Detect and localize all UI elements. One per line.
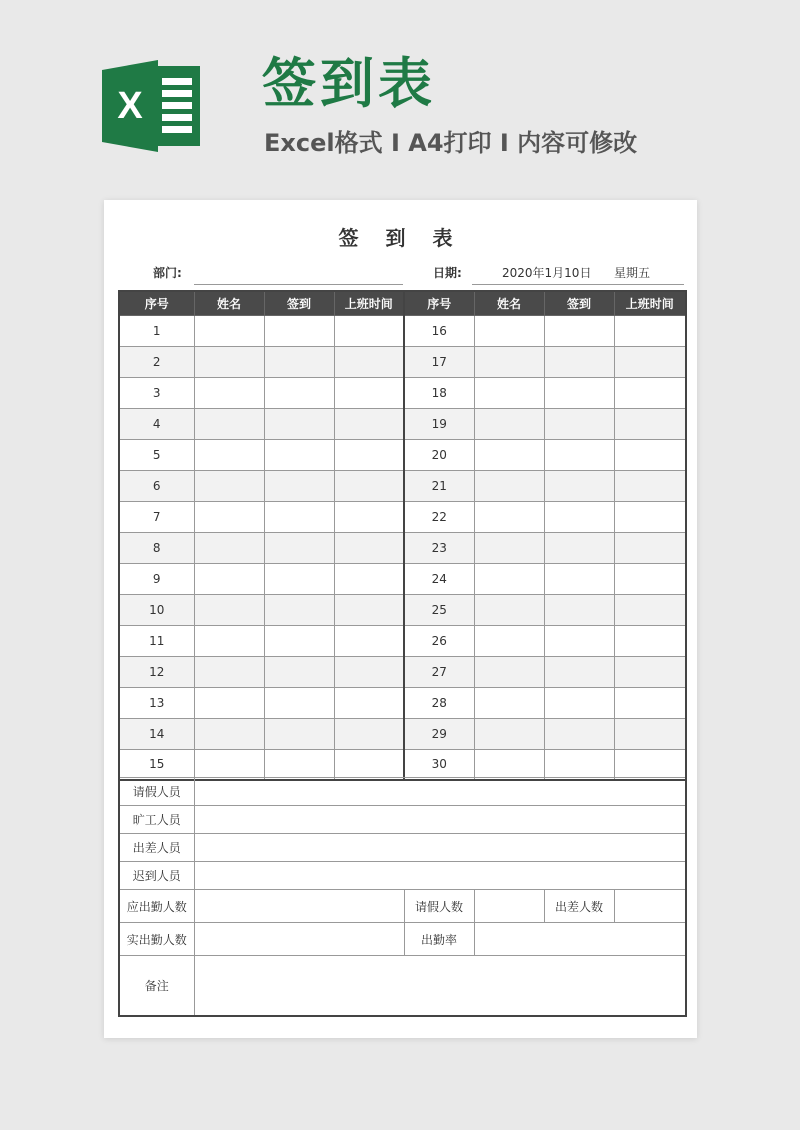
col-header: 签到: [544, 291, 614, 315]
sign-cell[interactable]: [264, 625, 334, 656]
time-cell[interactable]: [614, 532, 686, 563]
date-field: [472, 284, 684, 285]
name-cell[interactable]: [474, 501, 544, 532]
table-row: [119, 346, 686, 377]
sign-cell[interactable]: [264, 377, 334, 408]
row-number: 17: [404, 346, 474, 377]
weekday-value[interactable]: 星期五: [614, 266, 651, 280]
leave-count-label: 请假人数: [404, 890, 474, 923]
table-row: [119, 439, 686, 470]
summary-table: [118, 777, 687, 1017]
col-header: 姓名: [194, 291, 264, 315]
name-cell[interactable]: [194, 315, 264, 346]
time-cell[interactable]: [614, 439, 686, 470]
table-row: [119, 563, 686, 594]
sign-cell[interactable]: [544, 687, 614, 718]
late-field[interactable]: [194, 862, 686, 890]
absent-label: 旷工人员: [119, 806, 194, 834]
time-cell[interactable]: [614, 749, 686, 780]
name-cell[interactable]: [474, 594, 544, 625]
table-row: [119, 501, 686, 532]
col-header: 签到: [264, 291, 334, 315]
sign-cell[interactable]: [544, 408, 614, 439]
sign-cell[interactable]: [264, 656, 334, 687]
page-title: 签到表: [262, 52, 436, 115]
sign-cell[interactable]: [264, 749, 334, 780]
row-number: 26: [404, 625, 474, 656]
sign-cell[interactable]: [264, 408, 334, 439]
time-cell[interactable]: [614, 563, 686, 594]
row-number: 10: [119, 594, 194, 625]
trip-count-field[interactable]: [614, 890, 686, 923]
row-number: 4: [119, 408, 194, 439]
sign-in-table: [118, 290, 687, 781]
table-row: [119, 656, 686, 687]
summary-row: [119, 806, 686, 834]
name-cell[interactable]: [474, 687, 544, 718]
sign-cell[interactable]: [544, 377, 614, 408]
table-row: [119, 749, 686, 780]
summary-row: [119, 956, 686, 1016]
sign-cell[interactable]: [264, 315, 334, 346]
row-number: 13: [119, 687, 194, 718]
leave-label: 请假人员: [119, 778, 194, 806]
name-cell[interactable]: [474, 656, 544, 687]
time-cell[interactable]: [614, 594, 686, 625]
time-cell[interactable]: [334, 346, 404, 377]
row-number: 28: [404, 687, 474, 718]
row-number: 19: [404, 408, 474, 439]
name-cell[interactable]: [474, 625, 544, 656]
page-subtitle: Excel格式 I A4打印 I 内容可修改: [264, 129, 638, 157]
actual-attendance-field[interactable]: [194, 923, 404, 956]
time-cell[interactable]: [614, 315, 686, 346]
name-cell[interactable]: [194, 563, 264, 594]
expected-attendance-label: 应出勤人数: [119, 890, 194, 923]
sign-cell[interactable]: [544, 749, 614, 780]
sign-cell[interactable]: [544, 346, 614, 377]
department-field[interactable]: [194, 284, 403, 285]
absent-field[interactable]: [194, 806, 686, 834]
promo-header: [0, 0, 800, 200]
sign-cell[interactable]: [264, 532, 334, 563]
sign-cell[interactable]: [264, 346, 334, 377]
trip-count-label: 出差人数: [544, 890, 614, 923]
sign-cell[interactable]: [264, 563, 334, 594]
name-cell[interactable]: [194, 625, 264, 656]
row-number: 20: [404, 439, 474, 470]
time-cell[interactable]: [334, 594, 404, 625]
name-cell[interactable]: [194, 439, 264, 470]
summary-row: [119, 862, 686, 890]
attendance-rate-label: 出勤率: [404, 923, 474, 956]
table-row: [119, 718, 686, 749]
row-number: 22: [404, 501, 474, 532]
name-cell[interactable]: [194, 408, 264, 439]
name-cell[interactable]: [194, 346, 264, 377]
sheet-title: 签 到 表: [338, 226, 463, 250]
sign-cell[interactable]: [544, 315, 614, 346]
time-cell[interactable]: [334, 625, 404, 656]
name-cell[interactable]: [474, 749, 544, 780]
time-cell[interactable]: [334, 501, 404, 532]
time-cell[interactable]: [334, 749, 404, 780]
name-cell[interactable]: [194, 532, 264, 563]
sign-cell[interactable]: [544, 470, 614, 501]
sign-cell[interactable]: [544, 625, 614, 656]
time-cell[interactable]: [334, 408, 404, 439]
time-cell[interactable]: [614, 625, 686, 656]
row-number: 24: [404, 563, 474, 594]
sign-cell[interactable]: [264, 687, 334, 718]
leave-count-field[interactable]: [474, 890, 544, 923]
name-cell[interactable]: [474, 470, 544, 501]
summary-row: [119, 890, 686, 923]
table-header-row: [119, 291, 686, 315]
row-number: 30: [404, 749, 474, 780]
summary-row: [119, 778, 686, 806]
time-cell[interactable]: [334, 470, 404, 501]
time-cell[interactable]: [614, 377, 686, 408]
time-cell[interactable]: [334, 687, 404, 718]
late-label: 迟到人员: [119, 862, 194, 890]
row-number: 8: [119, 532, 194, 563]
time-cell[interactable]: [614, 687, 686, 718]
col-header: 序号: [119, 291, 194, 315]
name-cell[interactable]: [474, 718, 544, 749]
name-cell[interactable]: [474, 346, 544, 377]
sign-cell[interactable]: [544, 501, 614, 532]
row-number: 21: [404, 470, 474, 501]
row-number: 7: [119, 501, 194, 532]
summary-row: [119, 923, 686, 956]
attendance-rate-field[interactable]: [474, 923, 686, 956]
row-number: 27: [404, 656, 474, 687]
row-number: 2: [119, 346, 194, 377]
actual-attendance-label: 实出勤人数: [119, 923, 194, 956]
sign-cell[interactable]: [264, 718, 334, 749]
business-trip-label: 出差人员: [119, 834, 194, 862]
sign-cell[interactable]: [264, 439, 334, 470]
date-value[interactable]: 2020年1月10日: [502, 266, 592, 280]
row-number: 25: [404, 594, 474, 625]
sign-cell[interactable]: [264, 594, 334, 625]
excel-logo-icon: [102, 60, 202, 152]
leave-field[interactable]: [194, 778, 686, 806]
name-cell[interactable]: [194, 594, 264, 625]
table-row: [119, 377, 686, 408]
name-cell[interactable]: [194, 501, 264, 532]
sign-cell[interactable]: [544, 718, 614, 749]
sign-cell[interactable]: [264, 470, 334, 501]
name-cell[interactable]: [474, 532, 544, 563]
row-number: 29: [404, 718, 474, 749]
time-cell[interactable]: [334, 377, 404, 408]
remarks-label: 备注: [119, 956, 194, 1016]
department-label: 部门:: [153, 266, 182, 280]
business-trip-field[interactable]: [194, 834, 686, 862]
table-row: [119, 408, 686, 439]
row-number: 12: [119, 656, 194, 687]
sign-in-sheet: [104, 200, 697, 1038]
row-number: 6: [119, 470, 194, 501]
row-number: 1: [119, 315, 194, 346]
table-row: [119, 470, 686, 501]
col-header: 序号: [404, 291, 474, 315]
name-cell[interactable]: [194, 656, 264, 687]
table-row: [119, 625, 686, 656]
time-cell[interactable]: [334, 315, 404, 346]
sign-cell[interactable]: [544, 656, 614, 687]
name-cell[interactable]: [194, 749, 264, 780]
table-row: [119, 315, 686, 346]
table-row: [119, 687, 686, 718]
time-cell[interactable]: [334, 563, 404, 594]
row-number: 23: [404, 532, 474, 563]
time-cell[interactable]: [614, 718, 686, 749]
name-cell[interactable]: [194, 687, 264, 718]
time-cell[interactable]: [334, 439, 404, 470]
name-cell[interactable]: [474, 315, 544, 346]
row-number: 15: [119, 749, 194, 780]
summary-row: [119, 834, 686, 862]
name-cell[interactable]: [474, 408, 544, 439]
logo-letter: X: [117, 85, 143, 127]
time-cell[interactable]: [614, 470, 686, 501]
time-cell[interactable]: [614, 501, 686, 532]
name-cell[interactable]: [194, 377, 264, 408]
table-row: [119, 594, 686, 625]
sign-cell[interactable]: [544, 439, 614, 470]
name-cell[interactable]: [474, 439, 544, 470]
remarks-field[interactable]: [194, 956, 686, 1016]
col-header: 上班时间: [334, 291, 404, 315]
row-number: 3: [119, 377, 194, 408]
expected-attendance-field[interactable]: [194, 890, 404, 923]
sign-cell[interactable]: [264, 501, 334, 532]
row-number: 14: [119, 718, 194, 749]
time-cell[interactable]: [614, 656, 686, 687]
time-cell[interactable]: [614, 408, 686, 439]
time-cell[interactable]: [614, 346, 686, 377]
sign-cell[interactable]: [544, 563, 614, 594]
name-cell[interactable]: [194, 470, 264, 501]
time-cell[interactable]: [334, 718, 404, 749]
name-cell[interactable]: [474, 377, 544, 408]
time-cell[interactable]: [334, 532, 404, 563]
row-number: 5: [119, 439, 194, 470]
name-cell[interactable]: [194, 718, 264, 749]
col-header: 上班时间: [614, 291, 686, 315]
table-row: [119, 532, 686, 563]
row-number: 9: [119, 563, 194, 594]
row-number: 16: [404, 315, 474, 346]
row-number: 11: [119, 625, 194, 656]
date-label: 日期:: [433, 266, 462, 280]
name-cell[interactable]: [474, 563, 544, 594]
sign-cell[interactable]: [544, 594, 614, 625]
time-cell[interactable]: [334, 656, 404, 687]
row-number: 18: [404, 377, 474, 408]
sign-cell[interactable]: [544, 532, 614, 563]
col-header: 姓名: [474, 291, 544, 315]
